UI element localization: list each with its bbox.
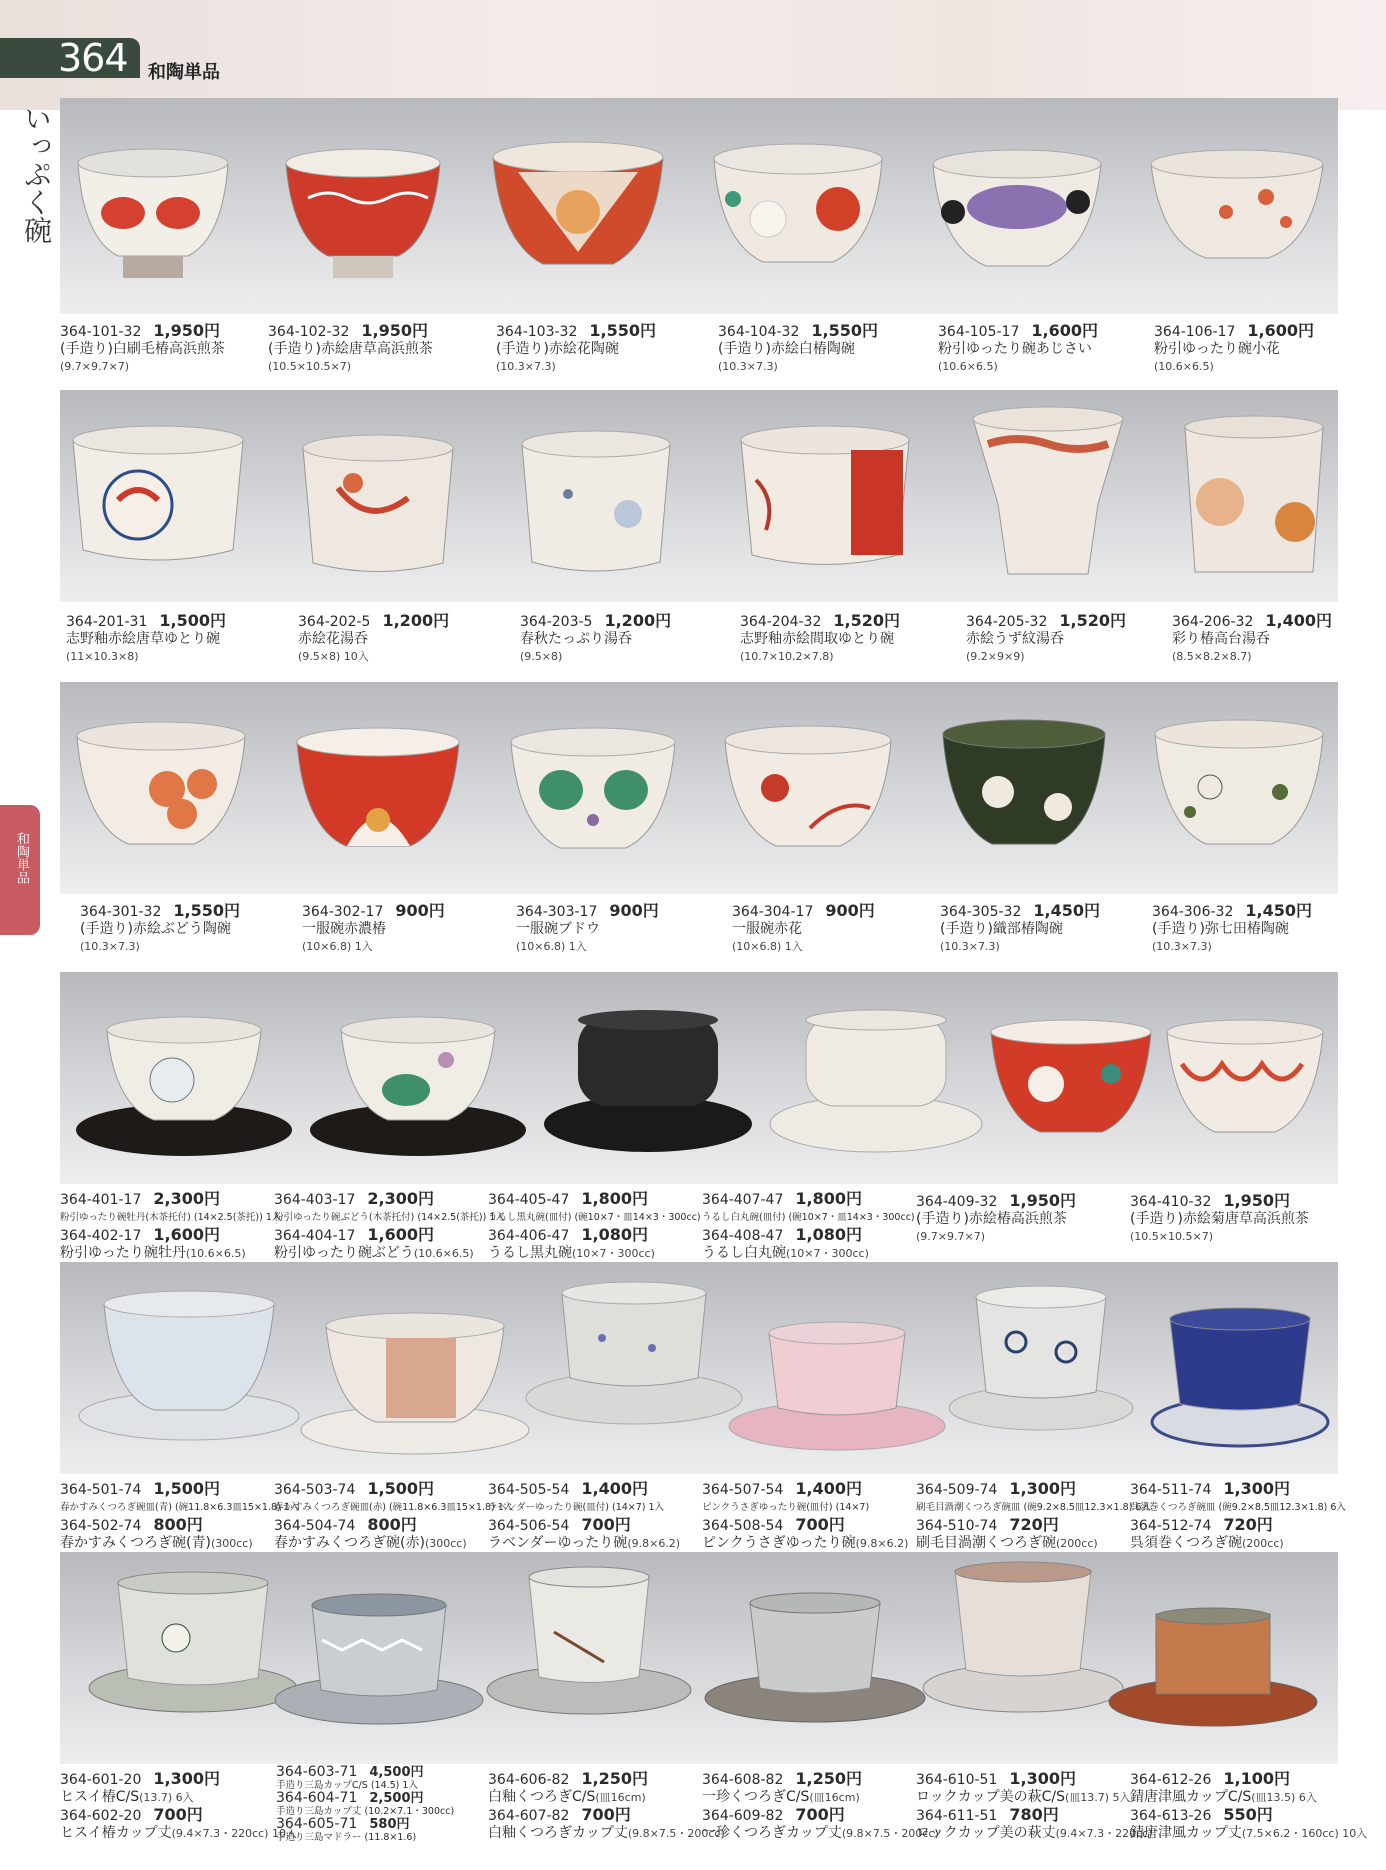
product-dimensions: (14×7) xyxy=(835,1502,870,1513)
product-price: 720円 xyxy=(1223,1515,1273,1534)
product-dimensions: (9.5×8) xyxy=(520,650,563,663)
product-code: 364-305-32 xyxy=(940,904,1022,920)
product-code: 364-403-17 xyxy=(274,1192,356,1208)
product-code: 364-613-26 xyxy=(1130,1808,1212,1824)
product-dimensions: (11.8×1.6) xyxy=(364,1832,417,1843)
product-code: 364-601-20 xyxy=(60,1772,142,1788)
product-name: 春かすみくつろぎ碗(青) xyxy=(60,1535,211,1551)
product-name: ヒスイ椿カップ丈 xyxy=(60,1825,172,1841)
product-code: 364-206-32 xyxy=(1172,614,1254,630)
product-dimensions: (14.5) 1入 xyxy=(370,1780,418,1791)
product-label xyxy=(268,322,433,375)
product-code: 364-508-54 xyxy=(702,1518,784,1534)
product-dimensions: (10.6×6.5) xyxy=(185,1247,246,1260)
product-code: 364-502-74 xyxy=(60,1518,142,1534)
product-label xyxy=(966,612,1126,665)
product-price: 1,450円 xyxy=(1033,901,1100,920)
product-name: ヒスイ椿C/S xyxy=(60,1789,140,1805)
product-code: 364-604-71 xyxy=(276,1790,358,1806)
product-dimensions: (碗10×7・皿14×3・300cc) xyxy=(788,1212,915,1223)
product-image xyxy=(700,1588,930,1728)
product-name: 志野釉赤絵間取ゆとり碗 xyxy=(740,631,894,647)
product-code: 364-611-51 xyxy=(916,1808,998,1824)
product-price: 900円 xyxy=(395,901,445,920)
product-code: 364-204-32 xyxy=(740,614,822,630)
product-name: (手造り)赤絵菊唐草高浜煎茶 xyxy=(1130,1211,1309,1227)
product-name: 呉須巻くつろぎ碗皿 xyxy=(1130,1502,1216,1513)
product-label xyxy=(60,1480,299,1552)
product-code: 364-503-74 xyxy=(274,1482,356,1498)
product-price: 1,550円 xyxy=(173,901,240,920)
product-name: 粉引ゆったり碗小花 xyxy=(1154,341,1280,357)
product-dimensions: (9.7×9.7×7) xyxy=(916,1230,986,1243)
product-code: 364-402-17 xyxy=(60,1228,142,1244)
product-code: 364-504-74 xyxy=(274,1518,356,1534)
product-name: 粉引ゆったり碗ぶどう xyxy=(274,1245,414,1261)
product-name: 彩り椿高台湯呑 xyxy=(1172,631,1270,647)
product-code: 364-301-32 xyxy=(80,904,162,920)
product-price: 800円 xyxy=(153,1515,203,1534)
product-code: 364-607-82 xyxy=(488,1808,570,1824)
product-price: 1,950円 xyxy=(153,321,220,340)
product-dimensions: (碗11.8×6.3皿15×1.8) 1入 xyxy=(174,1502,300,1513)
product-code: 364-202-5 xyxy=(298,614,371,630)
product-price: 800円 xyxy=(367,1515,417,1534)
product-image xyxy=(540,1006,756,1156)
product-name: (手造り)弥七田椿陶碗 xyxy=(1152,921,1289,937)
product-label xyxy=(740,612,900,665)
product-price: 1,520円 xyxy=(1059,611,1126,630)
product-image xyxy=(488,132,668,292)
product-code: 364-512-74 xyxy=(1130,1518,1212,1534)
product-dimensions: (10.3×7.3) xyxy=(496,360,556,373)
product-dimensions: (10×6.8) 1入 xyxy=(302,940,373,953)
product-dimensions: (14×2.5(茶托)) 1入 xyxy=(193,1212,282,1223)
product-code: 364-603-71 xyxy=(276,1764,358,1780)
product-name: (手造り)赤絵白椿陶碗 xyxy=(718,341,855,357)
product-code: 364-410-32 xyxy=(1130,1194,1212,1210)
product-image xyxy=(72,1010,296,1160)
product-price: 1,300円 xyxy=(1009,1769,1076,1788)
product-price: 1,800円 xyxy=(581,1189,648,1208)
product-price: 1,080円 xyxy=(795,1225,862,1244)
product-code: 364-303-17 xyxy=(516,904,598,920)
product-name: 錆唐津風カップ丈 xyxy=(1130,1825,1242,1841)
product-name: 一珍くつろぎC/S xyxy=(702,1789,810,1805)
product-price: 1,800円 xyxy=(795,1189,862,1208)
product-name: 手造り三島カップC/S xyxy=(276,1780,368,1791)
product-image xyxy=(968,404,1128,584)
product-name: 一服碗赤花 xyxy=(732,921,802,937)
product-dimensions: (8.5×8.2×8.7) xyxy=(1172,650,1252,663)
product-name: ラベンダーゆったり碗 xyxy=(488,1535,628,1551)
product-image xyxy=(1150,1304,1330,1454)
product-dimensions: (10×7・300cc) xyxy=(786,1247,869,1260)
product-dimensions: (9.4×7.3・220cc) xyxy=(1055,1827,1153,1840)
product-code: 364-401-17 xyxy=(60,1192,142,1208)
product-price: 1,550円 xyxy=(589,321,656,340)
product-price: 1,950円 xyxy=(361,321,428,340)
product-dimensions: (10.7×10.2×7.8) xyxy=(740,650,834,663)
product-image xyxy=(298,428,458,588)
product-dimensions: (10.5×10.5×7) xyxy=(268,360,351,373)
product-price: 550円 xyxy=(1223,1805,1273,1824)
product-name: 呉須巻くつろぎ碗 xyxy=(1130,1535,1242,1551)
product-dimensions: (10.3×7.3) xyxy=(80,940,140,953)
product-dimensions: (300cc) xyxy=(210,1537,253,1550)
product-dimensions: (14×7) 1入 xyxy=(611,1502,665,1513)
product-price: 580円 xyxy=(369,1817,410,1832)
product-price: 700円 xyxy=(153,1805,203,1824)
product-dimensions: (10.6×6.5) xyxy=(938,360,998,373)
product-label xyxy=(488,1480,680,1552)
product-label xyxy=(1152,902,1312,955)
product-name: 刷毛目渦潮くつろぎ碗 xyxy=(916,1535,1056,1551)
product-code: 364-106-17 xyxy=(1154,324,1236,340)
product-code: 364-610-51 xyxy=(916,1772,998,1788)
product-label xyxy=(276,1766,454,1844)
product-code: 364-302-17 xyxy=(302,904,384,920)
product-code: 364-104-32 xyxy=(718,324,800,340)
product-label xyxy=(488,1770,725,1842)
product-name: (手造り)白刷毛椿高浜煎茶 xyxy=(60,341,225,357)
product-dimensions: (10×6.8) 1入 xyxy=(516,940,587,953)
product-name: 白釉くつろぎC/S xyxy=(488,1789,596,1805)
product-image xyxy=(928,142,1106,290)
product-dimensions: (14×2.5(茶托)) 1入 xyxy=(417,1212,505,1223)
product-dimensions: (10.3×7.3) xyxy=(718,360,778,373)
product-label xyxy=(60,322,225,375)
product-name: 粉引ゆったり碗牡丹 xyxy=(60,1245,186,1261)
product-image xyxy=(506,720,680,868)
product-label xyxy=(496,322,656,375)
product-code: 364-404-17 xyxy=(274,1228,356,1244)
product-label xyxy=(940,902,1100,955)
product-dimensions: (碗10×7・皿14×3・300cc) xyxy=(574,1212,701,1223)
product-label xyxy=(916,1192,1076,1245)
product-name: 白釉くつろぎカップ丈 xyxy=(488,1825,628,1841)
product-price: 2,300円 xyxy=(153,1189,220,1208)
product-image xyxy=(720,718,896,868)
product-name: ラベンダーゆったり碗(皿付) xyxy=(488,1502,609,1513)
product-price: 1,500円 xyxy=(153,1479,220,1498)
product-code: 364-612-26 xyxy=(1130,1772,1212,1788)
product-price: 2,300円 xyxy=(367,1189,434,1208)
product-name: (手造り)赤絵唐草高浜煎茶 xyxy=(268,341,433,357)
product-name: 錆唐津風カップC/S xyxy=(1130,1789,1252,1805)
product-label xyxy=(702,1190,915,1262)
product-label xyxy=(60,1770,297,1842)
product-dimensions: (7.5×6.2・160cc) 10入 xyxy=(1241,1827,1368,1840)
product-price: 1,200円 xyxy=(604,611,672,630)
product-name: 粉引ゆったり碗あじさい xyxy=(938,341,1092,357)
product-dimensions: (9.8×6.2) xyxy=(627,1537,681,1550)
product-label xyxy=(302,902,445,955)
product-label xyxy=(1130,1192,1309,1245)
product-name: 一珍くつろぎカップ丈 xyxy=(702,1825,842,1841)
product-name: ロックカップ美の萩C/S xyxy=(916,1789,1065,1805)
product-image xyxy=(292,720,464,866)
product-label xyxy=(80,902,240,955)
product-code: 364-409-32 xyxy=(916,1194,998,1210)
product-price: 1,950円 xyxy=(1009,1191,1076,1210)
product-name: 志野釉赤絵唐草ゆとり碗 xyxy=(66,631,220,647)
product-name: (手造り)織部椿陶碗 xyxy=(940,921,1063,937)
product-label xyxy=(1130,1480,1346,1552)
product-code: 364-304-17 xyxy=(732,904,814,920)
product-dimensions: (9.8×6.2) xyxy=(855,1537,909,1550)
product-image xyxy=(724,1318,950,1454)
product-price: 1,600円 xyxy=(1031,321,1098,340)
product-image xyxy=(72,714,250,866)
product-dimensions: (皿13.7) 5入 xyxy=(1064,1791,1131,1804)
product-image xyxy=(1146,142,1328,282)
product-label xyxy=(488,1190,701,1262)
product-code: 364-408-47 xyxy=(702,1228,784,1244)
product-image xyxy=(86,1568,300,1718)
product-image xyxy=(74,1286,304,1446)
product-price: 1,300円 xyxy=(1009,1479,1076,1498)
product-image xyxy=(306,1010,530,1160)
product-label xyxy=(1172,612,1332,665)
product-name: 手造り三島カップ丈 xyxy=(276,1806,362,1817)
product-code: 364-406-47 xyxy=(488,1228,570,1244)
product-image xyxy=(708,134,888,292)
product-dimensions: (碗11.8×6.3皿15×1.8) 1入 xyxy=(388,1502,514,1513)
product-dimensions: (9.8×7.5・200cc) xyxy=(627,1827,725,1840)
product-price: 1,200円 xyxy=(382,611,450,630)
product-label xyxy=(702,1770,939,1842)
product-price: 1,500円 xyxy=(159,611,226,630)
product-dimensions: (皿16cm) xyxy=(595,1791,646,1804)
product-label xyxy=(916,1480,1151,1552)
product-price: 2,500円 xyxy=(369,1791,424,1806)
product-image xyxy=(68,138,238,288)
product-price: 1,300円 xyxy=(1223,1479,1290,1498)
product-code: 364-510-74 xyxy=(916,1518,998,1534)
product-price: 1,250円 xyxy=(581,1769,648,1788)
product-label xyxy=(298,612,449,665)
product-price: 700円 xyxy=(581,1805,631,1824)
product-label xyxy=(1154,322,1314,375)
product-price: 1,400円 xyxy=(1265,611,1332,630)
product-code: 364-405-47 xyxy=(488,1192,570,1208)
product-dimensions: (10.3×7.3) xyxy=(940,940,1000,953)
product-label xyxy=(718,322,878,375)
product-image xyxy=(278,138,448,288)
product-dimensions: (10.2×7.1・300cc) xyxy=(364,1806,455,1817)
product-image xyxy=(1150,712,1328,868)
product-dimensions: (13.7) 6入 xyxy=(139,1791,194,1804)
product-dimensions: (9.7×9.7×7) xyxy=(60,360,130,373)
product-label xyxy=(516,902,659,955)
product-dimensions: (10.5×10.5×7) xyxy=(1130,1230,1213,1243)
product-dimensions: (200cc) xyxy=(1242,1537,1284,1550)
product-image xyxy=(68,420,248,585)
product-dimensions: (皿16cm) xyxy=(809,1791,860,1804)
product-name: うるし白丸碗 xyxy=(702,1245,786,1261)
product-name: 手造り三島マドラー xyxy=(276,1832,362,1843)
product-price: 1,080円 xyxy=(581,1225,648,1244)
product-name: 春秋たっぷり湯呑 xyxy=(520,631,632,647)
product-label xyxy=(66,612,226,665)
product-image xyxy=(736,420,914,586)
side-index-label: 和陶単品 xyxy=(14,832,29,884)
product-price: 1,400円 xyxy=(795,1479,862,1498)
product-code: 364-103-32 xyxy=(496,324,578,340)
product-photo-band xyxy=(60,390,1338,602)
product-name: 刷毛目渦潮くつろぎ碗皿 xyxy=(916,1502,1021,1513)
product-code: 364-205-32 xyxy=(966,614,1048,630)
product-label xyxy=(702,1480,908,1552)
product-label xyxy=(60,1190,281,1262)
product-dimensions: (300cc) xyxy=(424,1537,467,1550)
product-image xyxy=(296,1308,534,1458)
product-price: 4,500円 xyxy=(369,1765,424,1780)
product-dimensions: (10.6×6.5) xyxy=(413,1247,474,1260)
product-name: 一服碗赤濃椿 xyxy=(302,921,386,937)
category-title: 和陶単品 xyxy=(148,62,220,83)
product-label xyxy=(732,902,875,955)
product-code: 364-509-74 xyxy=(916,1482,998,1498)
product-dimensions: (10×6.8) 1入 xyxy=(732,940,803,953)
product-dimensions: (10×7・300cc) xyxy=(572,1247,655,1260)
product-price: 1,400円 xyxy=(581,1479,648,1498)
product-dimensions: (11×10.3×8) xyxy=(66,650,139,663)
product-price: 1,950円 xyxy=(1223,1191,1290,1210)
product-image xyxy=(1106,1606,1320,1730)
product-code: 364-102-32 xyxy=(268,324,350,340)
product-price: 1,600円 xyxy=(367,1225,434,1244)
product-code: 364-605-71 xyxy=(276,1816,358,1832)
product-image xyxy=(766,1006,986,1156)
product-price: 900円 xyxy=(825,901,875,920)
product-name: ロックカップ美の萩丈 xyxy=(916,1825,1056,1841)
product-label xyxy=(520,612,671,665)
product-dimensions: (10.3×7.3) xyxy=(1152,940,1212,953)
product-price: 1,600円 xyxy=(1247,321,1314,340)
product-name: うるし黒丸碗 xyxy=(488,1245,572,1261)
product-name: 春かすみくつろぎ碗皿(青) xyxy=(60,1502,172,1513)
product-image xyxy=(938,712,1110,868)
product-image xyxy=(1180,412,1328,584)
product-code: 364-505-54 xyxy=(488,1482,570,1498)
product-label xyxy=(274,1480,513,1552)
product-price: 720円 xyxy=(1009,1515,1059,1534)
section-title: いっぷく碗 xyxy=(20,104,53,244)
product-image xyxy=(522,1278,746,1428)
product-price: 1,450円 xyxy=(1245,901,1312,920)
product-image xyxy=(1162,1014,1328,1154)
product-name: ピンクうさぎゆったり碗(皿付) xyxy=(702,1502,833,1513)
product-name: (手造り)赤絵ぶどう陶碗 xyxy=(80,921,231,937)
product-code: 364-201-31 xyxy=(66,614,148,630)
product-price: 700円 xyxy=(795,1805,845,1824)
product-image xyxy=(920,1560,1126,1720)
product-code: 364-407-47 xyxy=(702,1192,784,1208)
product-name: (手造り)赤絵花陶碗 xyxy=(496,341,619,357)
product-name: 赤絵花湯呑 xyxy=(298,631,368,647)
product-code: 364-609-82 xyxy=(702,1808,784,1824)
product-dimensions: (碗9.2×8.5皿12.3×1.8) 6入 xyxy=(1218,1502,1346,1513)
product-dimensions: (9.4×7.3・220cc) 10入 xyxy=(171,1827,297,1840)
product-photo-band xyxy=(60,682,1338,894)
product-price: 1,300円 xyxy=(153,1769,220,1788)
product-price: 1,520円 xyxy=(833,611,900,630)
product-code: 364-203-5 xyxy=(520,614,593,630)
product-price: 780円 xyxy=(1009,1805,1059,1824)
product-code: 364-306-32 xyxy=(1152,904,1234,920)
product-image xyxy=(518,424,674,588)
product-image xyxy=(986,1014,1156,1154)
product-dimensions: (皿13.5) 6入 xyxy=(1251,1791,1317,1804)
product-code: 364-105-17 xyxy=(938,324,1020,340)
product-name: 粉引ゆったり碗牡丹(木茶托付) xyxy=(60,1212,191,1223)
product-name: 春かすみくつろぎ碗(赤) xyxy=(274,1535,425,1551)
product-label xyxy=(938,322,1098,375)
product-label xyxy=(274,1190,505,1262)
product-image xyxy=(484,1562,694,1722)
product-code: 364-606-82 xyxy=(488,1772,570,1788)
product-name: うるし白丸碗(皿付) xyxy=(702,1212,786,1223)
product-label xyxy=(916,1770,1152,1842)
product-price: 1,600円 xyxy=(153,1225,220,1244)
product-code: 364-507-54 xyxy=(702,1482,784,1498)
product-name: 春かすみくつろぎ碗皿(赤) xyxy=(274,1502,386,1513)
product-dimensions: (200cc) xyxy=(1056,1537,1098,1550)
product-price: 700円 xyxy=(795,1515,845,1534)
product-price: 700円 xyxy=(581,1515,631,1534)
product-name: ピンクうさぎゆったり碗 xyxy=(702,1535,856,1551)
product-dimensions: (碗9.2×8.5皿12.3×1.8) 6入 xyxy=(1023,1502,1151,1513)
product-price: 1,250円 xyxy=(795,1769,862,1788)
product-image xyxy=(272,1590,486,1730)
product-dimensions: (9.5×8) 10入 xyxy=(298,650,369,663)
product-price: 900円 xyxy=(609,901,659,920)
product-code: 364-608-82 xyxy=(702,1772,784,1788)
product-image xyxy=(946,1282,1136,1442)
page-number: 364 xyxy=(58,36,128,80)
product-name: 一服碗ブドウ xyxy=(516,921,600,937)
product-price: 1,500円 xyxy=(367,1479,434,1498)
product-dimensions: (10.6×6.5) xyxy=(1154,360,1214,373)
product-name: (手造り)赤絵椿高浜煎茶 xyxy=(916,1211,1067,1227)
product-price: 1,550円 xyxy=(811,321,878,340)
header-background xyxy=(0,0,1386,110)
product-code: 364-511-74 xyxy=(1130,1482,1212,1498)
product-code: 364-501-74 xyxy=(60,1482,142,1498)
product-code: 364-506-54 xyxy=(488,1518,570,1534)
product-label xyxy=(1130,1770,1367,1842)
product-price: 1,100円 xyxy=(1223,1769,1290,1788)
product-code: 364-101-32 xyxy=(60,324,142,340)
product-name: 粉引ゆったり碗ぶどう(木茶托付) xyxy=(274,1212,415,1223)
product-name: 赤絵うず紋湯呑 xyxy=(966,631,1064,647)
product-name: うるし黒丸碗(皿付) xyxy=(488,1212,572,1223)
product-dimensions: (9.8×7.5・200cc) xyxy=(841,1827,939,1840)
product-code: 364-602-20 xyxy=(60,1808,142,1824)
product-dimensions: (9.2×9×9) xyxy=(966,650,1025,663)
